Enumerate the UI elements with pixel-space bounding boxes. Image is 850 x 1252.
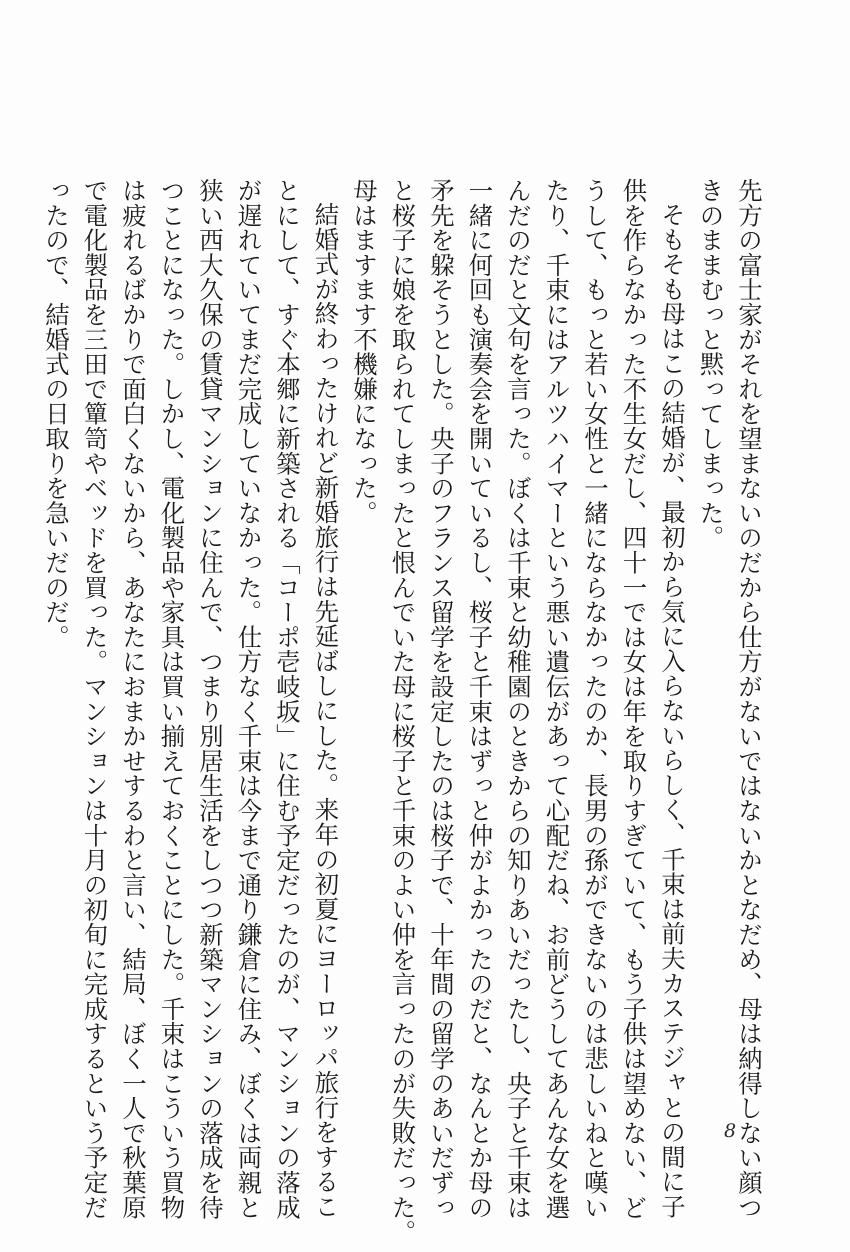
paragraph-3: 結婚式が終わったけれど新婚旅行は先延ばしにした。来年の初夏にヨーロッパ旅行をするこ とにして、すぐ本郷に新築される「コーポ壱岐坂」に住む予定だったのが、マンションの落成 が遅れていてまだ完成していなかった。仕方なく千束は今まで通り鎌倉に住み、ぼくは両親と 狭い西大久保の賃貸マンションに住んで、つまり別居生活をしつつ新築マンションの落成を待 つことになった。しかし、電化製品や家具は買い揃えておくことにした。千束はこういう買物 は疲れるばかりで面白くないから、あなたにおまかせするわと言い、結局、ぼく一人で秋葉原 で電化製品を三田で簞笥やベッドを買った。マンションは十月の初旬に完成するという予定だ ったので、結婚式の日取りを急いだのだ。 xyxy=(41,178,340,1220)
paragraph-1: 先方の富士家がそれを望まないのだから仕方がないではないかとなだめ、母は納得しない顔つ きのままむっと黙ってしまった。 xyxy=(695,178,763,1220)
page-number: 8 xyxy=(724,1120,737,1142)
vertical-body-text xyxy=(36,178,768,1245)
paragraph-2: そもそも母はこの結婚が、最初から気に入らないらしく、千束は前夫カステジャとの間に子 供を作らなかった不生女だし、四十一では女は年を取りすぎていて、もう子供は望めない、ど うして、もっと若い女性と一緒にならなかったのか、長男の孫ができないのは悲しいねと嘆い たり、千束にはアルツハイマーという悪い遺伝があって心配だね、お前どうしてあんな女を選 んだのだと文句を言った。ぼくは千束と幼稚園のときからの知りあいだったし、央子と千束は 一緒に何回も演奏会を開いているし、桜子と千束はずっと仲がよかったのだと、なんとか母の 矛先を躱そうとした。央子のフランス留学を設定したのは桜子で、十年間の留学のあいだずっ と桜子に娘を取られてしまったと恨んでいた母に桜子と千束のよい仲を言ったのが失敗だった。 母はますます不機嫌になった。 xyxy=(349,178,686,1245)
